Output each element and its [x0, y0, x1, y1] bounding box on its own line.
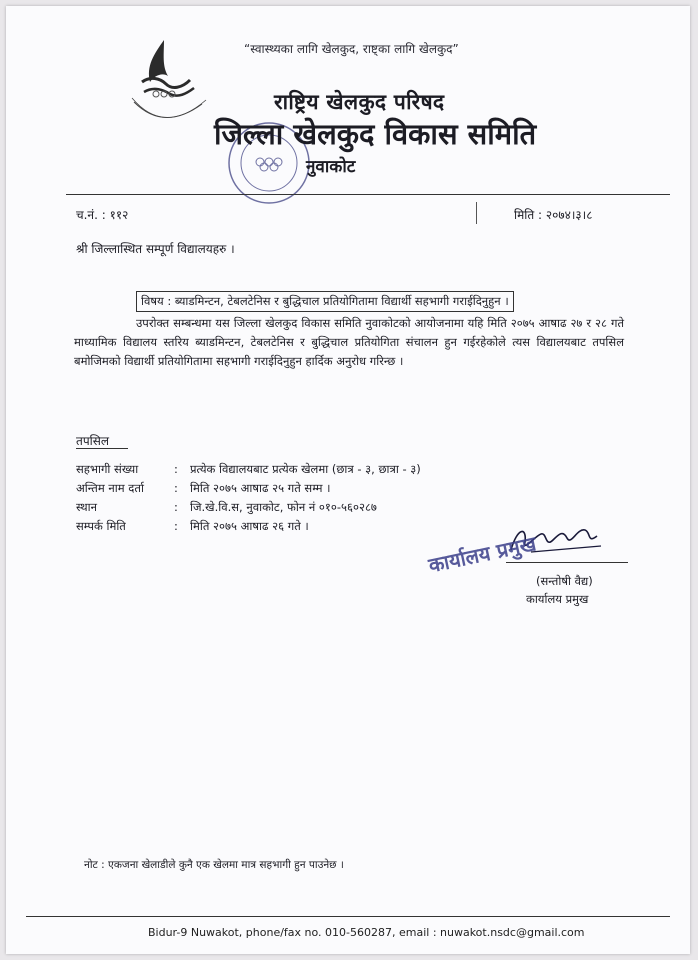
footer-divider	[26, 916, 670, 917]
header-divider	[66, 194, 670, 195]
details-row	[76, 462, 421, 481]
details-value: प्रत्येक विद्यालयबाट प्रत्येक खेलमा (छात्र - ३, छात्रा - ३)	[190, 462, 421, 476]
district-name: नुवाकोट	[306, 157, 356, 177]
reference-number	[76, 206, 128, 223]
details-value: जि.खे.वि.स, नुवाकोट, फोन नं ०१०-५६०२८७	[190, 500, 377, 514]
details-row	[76, 500, 421, 519]
details-row	[76, 519, 421, 538]
details-colon: :	[174, 462, 178, 476]
recipient: श्री जिल्लास्थित सम्पूर्ण विद्यालयहरु ।	[76, 242, 235, 256]
office-chief-stamp: कार्यालय प्रमुख	[426, 531, 539, 578]
letter-page	[6, 6, 690, 954]
details-colon: :	[174, 500, 178, 514]
signatory-title: कार्यालय प्रमुख	[526, 592, 589, 606]
letter-date	[514, 206, 592, 223]
letter-body: उपरोक्त सम्बन्धमा यस जिल्ला खेलकुद विकास समिति नुवाकोटको आयोजनामा यहि मिति २०७५ आषाढ २७ र २८ गते माध्यामिक विद्यालय स्तरिय ब्याडमिन्टन, टेबलटेनिस र बुद्धिचाल प्रतियोगिता संचालन हुन गईरहेकोले त्यस विद्यालयबाट तपसिल बमोजिमको विद्यार्थी प्रतियोगितामा सहभागी गराईदिनुहुन हार्दिक अनुरोध गरिन्छ ।	[74, 316, 624, 368]
details-heading: तपसिल	[76, 434, 110, 448]
details-label: सम्पर्क मिति	[76, 519, 126, 533]
details-list	[76, 462, 421, 538]
signature-line	[506, 562, 628, 563]
details-row	[76, 481, 421, 500]
sports-council-logo-icon	[124, 36, 210, 126]
date-separator	[476, 202, 477, 224]
footer-contact: Bidur-9 Nuwakot, phone/fax no. 010-560287, email : nuwakot.nsdc@gmail.com	[148, 926, 585, 939]
details-label: स्थान	[76, 500, 97, 514]
details-value: मिति २०७५ आषाढ २६ गते ।	[190, 519, 309, 533]
slogan: “स्वास्थ्यका लागि खेलकुद, राष्ट्का लागि खेलकुद”	[244, 42, 459, 56]
details-colon: :	[174, 481, 178, 495]
committee-name: जिल्ला खेलकुद विकास समिति	[214, 117, 537, 151]
ref-label: च.नं. :	[76, 208, 106, 222]
council-name: राष्ट्रिय खेलकुद परिषद	[274, 90, 445, 114]
details-colon: :	[174, 519, 178, 533]
date-label: मिति :	[514, 208, 543, 222]
details-value: मिति २०७५ आषाढ २५ गते सम्म ।	[190, 481, 331, 495]
ref-value: ११२	[109, 208, 129, 222]
details-label: अन्तिम नाम दर्ता	[76, 481, 144, 495]
date-value: २०७४।३।८	[545, 208, 593, 222]
details-label: सहभागी संख्या	[76, 462, 139, 476]
footnote: नोट : एकजना खेलाडीले कुनै एक खेलमा मात्र सहभागी हुन पाउनेछ ।	[84, 859, 344, 871]
signatory-name: (सन्तोषी वैद्य)	[536, 574, 593, 588]
details-heading-underline	[76, 448, 128, 449]
subject-line: विषय : ब्याडमिन्टन, टेबलटेनिस र बुद्धिचाल प्रतियोगितामा विद्यार्थी सहभागी गराईदिनुहुन ।	[136, 291, 514, 312]
